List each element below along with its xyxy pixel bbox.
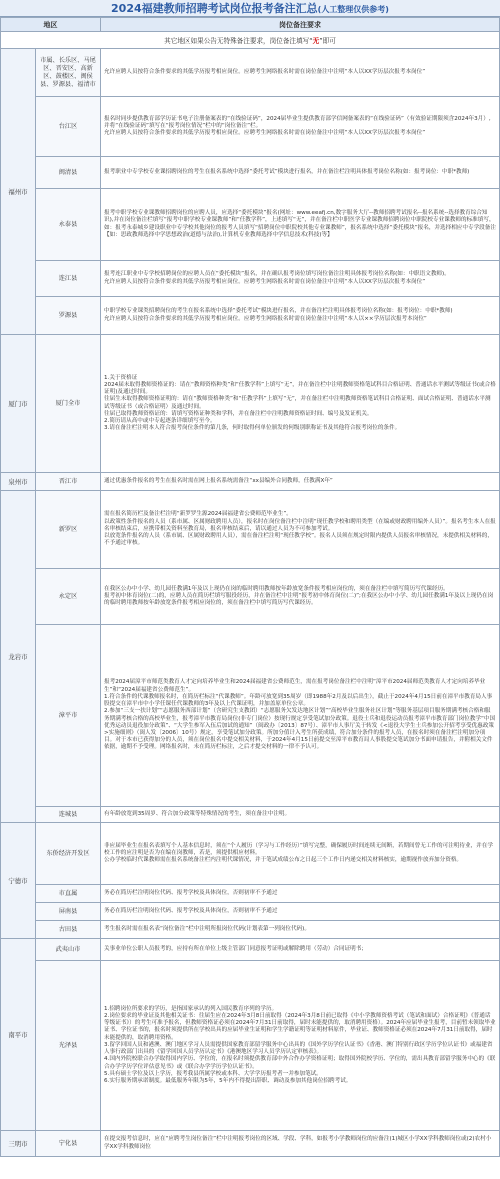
remarks-table xyxy=(0,17,500,1157)
table-row xyxy=(1,939,500,961)
city-cell: 泉州市 xyxy=(1,473,36,491)
county-cell: 武夷山市 xyxy=(36,939,101,961)
table-row xyxy=(1,189,500,261)
note-cell: 关事业单位公职人员报考的，应持有所在单位上级主管部门同意报考证明或解除聘用（劳动）合同证明书； xyxy=(101,939,500,961)
table-row xyxy=(1,49,500,97)
note-cell: 考生报名时需在报名表“岗位备注”栏中注明所报岗位代码(计划表第一列岗位代码)。 xyxy=(101,921,500,939)
note-cell: 报考连江职业中专学校招聘岗位的应聘人员在“委托模块”报名，并在确认报考岗位填写岗位备注注明具体报考岗位名称(如：中职语文教师)。 允许应聘人员按符合条件要求的其低学历报考相应岗位。应聘考生网络报名时需在岗位备注中注明“本人以XX学历层次报考本岗位” xyxy=(101,261,500,297)
header-region: 地区 xyxy=(1,18,101,32)
table-row xyxy=(1,569,500,625)
table-row xyxy=(1,157,500,189)
city-cell: 南平市 xyxy=(1,939,36,1131)
table-row xyxy=(1,885,500,903)
county-cell: 连江县 xyxy=(36,261,101,297)
table-row xyxy=(1,625,500,807)
county-cell: 古田县 xyxy=(36,921,101,939)
table-row xyxy=(1,921,500,939)
county-cell: 新罗区 xyxy=(36,491,101,569)
county-cell: 闽清县 xyxy=(36,157,101,189)
county-cell: 市直属 xyxy=(36,885,101,903)
city-cell: 龙岩市 xyxy=(1,491,36,823)
note-cell: 在我区公办中小学、幼儿园任教满1年及以上现仍在岗的临时聘用教师按年龄放宽条件报考相应岗位的，须在备注栏中填写简历写代课经历。 报考初中体育岗位(二)的，应聘人员在简历栏填写服役经历，并在备注栏中注明“报考初中体育岗位(二)”;在我区公办中小学、幼儿园任教满1年及以上现仍在岗的临时聘用教师按年龄放宽条件报考相应岗位的，须在备注栏中填写简历写代课经历。 xyxy=(101,569,500,625)
note-cell: 中职学校专业课类招聘岗位的考生在报名系统中选择“委托考试”模块进行报名，并在备注栏注明具体报考岗位名称(如：报考岗位：中职*教师) 允许应聘人员按符合条件要求的其低学历报考相应岗位。应聘考生网络报名时需在岗位备注中注明“本人以××学历层次报考本岗位” xyxy=(101,297,500,335)
table-row xyxy=(1,961,500,1131)
county-cell: 东侨经济开发区 xyxy=(36,823,101,885)
county-cell: 市属、长乐区、马尾区、晋安区、高新区、鼓楼区、闽侯县、罗源县、福清市 xyxy=(36,49,101,97)
table-row xyxy=(1,473,500,491)
note-cell: 有年龄放宽到35周岁、符合加分政策等特殊情况的考生，须在备注中注明。 xyxy=(101,807,500,823)
county-cell: 漳平市 xyxy=(36,625,101,807)
county-cell: 台江区 xyxy=(36,97,101,157)
note-cell: 需在报名简历栏及备注栏注明“新罗罗生源2024届福建省公费师范毕业生”。 以政策性条件报名的人员（系市属、区属财政聘用人员），报名时在岗位备注栏中注明“现任教学校和聘用类型（在编或财政聘用编外人员）”。报名考生本人在报名审核结束后，应携带相关资料至教育局，报名审核结束后，请以通过人员为不可参加考试。 以放宽条件报名的人员（系市属、区属财政聘用人员），需在备注栏注明“现任教学校”。报名人员须在规定时限内提供人员报名审核情况，未提供相关材料的，不予通过审核。 xyxy=(101,491,500,569)
table-row xyxy=(1,903,500,921)
table-row xyxy=(1,97,500,157)
county-cell: 连城县 xyxy=(36,807,101,823)
highlight-text: 无 xyxy=(312,37,320,45)
table-header-row xyxy=(1,18,500,32)
note-cell: 报考2024届漳平市师范类教育人才定向培养毕业生和2024届福建省公费师范生，需在报考岗位备注栏中注明“漳平市2024届师范类教育人才定向培养毕业生”和“2024届福建省公费师范生”。 1.符合条件的代课教师报名时，在简历栏标注“代课教师”。年龄可放宽到35周岁（即1988年2月及以后出生），截止于2024年4月15日前在漳平市教育局人事股提交在漳平市中小学任课任代课教师的3年及以上代课证明，并加盖原单位公章。 2.参加“三支一扶计划”“志愿服务西部计划”（含研究生支教团）“志愿服务欠发达地区计划”“高校毕业生服务社区计划”等服务基层项目服务期满考核合格和服务期满考核合格的高校毕业生，报考漳平市教育局岗位(非专门岗位）按现行规定享受笔试加分政策。退役士兵和退役运动员报考漳平市教育部门岗位教学“中国优秀运动员退役加分政策”、“大学生参军入伍后加试的通知”（闽政办〔2013〕87号）、漳平市人事厅关于转发《<退役大学生士兵参加公开招考享受优惠政策>实施细则》（闽人发〔2006〕10号）规定，享受笔试加分政策。所加分值计入考生所获成绩，符合加分条件的报考人员，在报名时须在备注栏注明加分项目。对于本市已获得加分的人员，须在岗位报名中提交相关材料，于2024年4月15日前提交至漳平市教育局人事股提交笔试加分书面申请报告，并附相关文件依据，逾期不予受理。网络报名时，未在简历栏标注，之后才提交材料的一律不予认可。 xyxy=(101,625,500,807)
table-row xyxy=(1,297,500,335)
header-note: 岗位备注要求 xyxy=(101,18,500,32)
county-cell: 晋江市 xyxy=(36,473,101,491)
table-row xyxy=(1,491,500,569)
city-cell: 宁德市 xyxy=(1,823,36,939)
table-row xyxy=(1,823,500,885)
note-cell: 在提交报考信息时，应在“应聘考生岗位备注”栏中注明报考岗位的区域、学段、学科，如报考小学教师岗位的应备注(1)城区小学XX学科教师岗位或(2)农村小学XX学科教师岗位 xyxy=(101,1131,500,1157)
general-row xyxy=(1,32,500,49)
note-cell: 务必在简历栏注明岗位代码、报考学校及具体岗位，否则初审不予通过 xyxy=(101,885,500,903)
county-cell: 光泽县 xyxy=(36,961,101,1131)
note-cell: 1.关于资格证 2024届未取得教师资格证的：请在“教师资格种类”和“任教学科”上填写“无”，并在备注栏中注明教师资格笔试科目合格证明、普通话水平测试等级证书(或合格证明)及通过时间。 往届生未取得教师资格证明的：请在“教师资格种类”和“任教学科”上填写“无”，并在备注栏中注明教师资格笔试科目合格证明、面试合格证明、普通话水平测试等级证书（或合格证明）及通过时间。 往届已取得教师资格证的：请填写资格证种类和学科，并在备注栏中注明教师资格证时间、编号及发证机关。 2.简历请从高中或中专起逐条详细填写至今。 3.请在备注栏注明本人符合报考岗位条件的第几条，何时取得何单位颁发的何级别职称证书及其他符合报考岗位的条件。 xyxy=(101,335,500,473)
county-cell: 宁化县 xyxy=(36,1131,101,1157)
table-row xyxy=(1,807,500,823)
note-cell: 报考中职学校专业课教师招聘岗位的应聘人员，应选择“委托模块”报名(网址：www.eeafj.cn,数字服务大厅--教师招聘考试报名--报名系统--选择教育综合知识),并在岗位备注栏填写“报考中职学校专业课教师”和“任教学科”，上述填写“无”，并在备注栏中职医学专业课教师招聘岗位中职院校专业课教师的标准填写，如：报考永泰城乡建设职业中专学校其他岗位的报考人员填写“招聘岗位中职院校其他专业课教师”，报名系统中选择“委托模块”报名，并选择相应中专学段备注【如：思政教师选择中学思想政治(道德与法治),计算机专业教师选择中学信息技术(科技)等】 xyxy=(101,189,500,261)
city-cell: 福州市 xyxy=(1,49,36,335)
county-cell: 永泰县 xyxy=(36,189,101,261)
note-cell: 非应届毕业生在报名表填写个人基本信息时，须在“个人履历（学习与工作经历）”填写完整，确保履历时间连续无间断，若期间曾无工作的可注明待业，并在学校工作的应注明是否为在编在岗教师，若是，须提供相应材料。 公办学校临时代课教师需在报名系统备注栏内注明代课情况，并于笔试成绩公布之日起三个工作日内递交相关材料核实，逾期视作放弃加分资格。 xyxy=(101,823,500,885)
county-cell: 厦门全市 xyxy=(36,335,101,473)
table-row xyxy=(1,261,500,297)
table-row xyxy=(1,1131,500,1157)
note-cell: 报考职业中专学校专业课招聘岗位的考生在报名系统中选择“委托考试”模块进行报名，并在备注栏注明具体报考岗位名称(如：报考岗位：中职*教师) xyxy=(101,157,500,189)
note-cell: 通过优惠条件报名的考生在报名时需在网上报名系统需备注“xx县编外合同教师，任教满X年” xyxy=(101,473,500,491)
table-row xyxy=(1,335,500,473)
county-cell: 屏南县 xyxy=(36,903,101,921)
note-cell: 允许应聘人员按符合条件要求的其低学历报考相应岗位。应聘考生网络报名时需在岗位备注中注明“本人以XX学历层次报考本岗位” xyxy=(101,49,500,97)
city-cell: 三明市 xyxy=(1,1131,36,1157)
page-title: 2024福建教师招聘考试岗位报考备注汇总(人工整理仅供参考) xyxy=(0,0,500,17)
note-cell: 1.招聘岗位所要求的学历，是指国家承认的列入国民教育序列的学历。 2.岗位要求的毕业证及其他相关证书：往届生应在2024年3月8日前取得（2024年3月8日前已取得《中小学教师资格考试（笔试和面试）合格证明》《普通话等级证书》）的考生可准予报名，但教师资格证必须在2024年7月31日前取得，届时未能提供的，取消聘用资格）。2024年应届毕业生报考，目前暂未领取毕业证书、学位证书的，报名时须提供所在学校出具的应届毕业生证明和学生学籍证明等证明材料原件，毕业证、教师资格证必须在2024年7月31日前取得，届时未能提供的，取消聘用资格。 3.留学回国人员和港澳、澳门地区学习人员需提供国家教育部留学服务中心出具的《国外学历学位认证书》《香港、澳门特别行政区学历学位认证书》或福建省人事行政部门出具的《留学回国人员学历认定书》《港澳地区学习人员学历认定审核表》。 4.国内外院校联合办学取得国内学历、学位的，在报名时须提供教育部中外合作办学资格证明；取得国外院校学历、学位的，需出具教育部留学服务中心的《联合办学学历学位评估意见书》或《联合办学学历学位认证书》。 5.具有硕士学位及以上学历，报考我县所属学校或本科、大学学历报考者一并参加笔试。 6.实行服务期承诺制度。最低服务年限为5年，5年内不得提出辞职、调动及参加其他岗位招聘考试。 xyxy=(101,961,500,1131)
note-cell: 务必在简历栏注明岗位代码、报考学校及具体岗位，否则初审不予通过 xyxy=(101,903,500,921)
general-note: 其它地区如果公告无特殊备注要求，岗位备注填写“无”即可 xyxy=(1,32,500,49)
note-cell: 报名时同步提供教育部学历证书电子注册备案表的“在线验证码”，2024届毕业生提供教育部学信网备案表的“在线验证码”（有效验证期限须含2024年3月）,并将“在线验证码”填写在“报考岗位情况”栏中的“岗位备注”栏。 允许应聘人员按符合条件要求的其低学历报考相应岗位。应聘考生网络报名时需在岗位备注中注明“本人以XX学历层次报考本岗位” xyxy=(101,97,500,157)
county-cell: 永定区 xyxy=(36,569,101,625)
county-cell: 罗源县 xyxy=(36,297,101,335)
city-cell: 厦门市 xyxy=(1,335,36,473)
